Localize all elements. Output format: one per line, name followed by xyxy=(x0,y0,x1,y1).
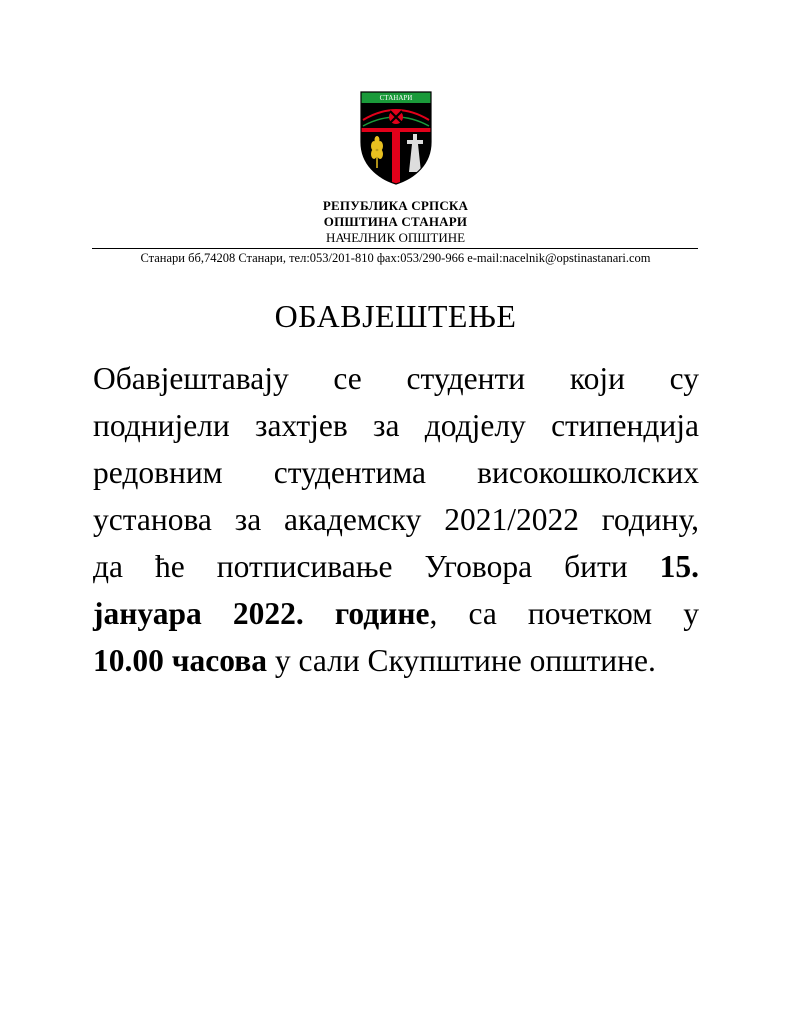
notice-body xyxy=(93,355,699,684)
crest-banner-text: СТАНАРИ xyxy=(379,94,413,102)
notice-line-5 xyxy=(93,543,699,590)
notice-title: ОБАВЈЕШТЕЊЕ xyxy=(274,298,517,334)
notice-line-4: установа за академску 2021/2022 годину, xyxy=(93,502,699,537)
notice-line-7-text: у сали Скупштине општине. xyxy=(266,643,656,678)
notice-line-3: редовним студентима високошколских xyxy=(93,455,699,490)
notice-line-2: поднијели захтјев за додјелу стипендија xyxy=(93,408,699,443)
notice-line-1: Обавјештавају се студенти који су xyxy=(93,361,699,396)
notice-line-5-text: да ће потписивање Уговора бити xyxy=(93,549,660,584)
letterhead-office: НАЧЕЛНИК ОПШТИНЕ xyxy=(325,230,466,245)
letterhead-contact: Станари бб,74208 Станари, тел:053/201-810 фах:053/290-966 e-mail:nacelnik@opstinastanari.com xyxy=(140,251,651,265)
notice-date-day: 15. xyxy=(659,549,699,584)
letterhead-municipality: ОПШТИНА СТАНАРИ xyxy=(323,214,468,229)
notice-date-rest: јануара 2022. године xyxy=(93,596,430,631)
letterhead-divider xyxy=(92,248,698,249)
notice-line-7 xyxy=(93,637,699,684)
notice-line-6 xyxy=(93,590,699,637)
notice-line-6-text: , са почетком у xyxy=(429,596,699,631)
notice-time: 10.00 часова xyxy=(93,643,267,678)
letterhead-republic: РЕПУБЛИКА СРПСКА xyxy=(322,198,469,213)
municipality-coat-of-arms xyxy=(359,90,433,186)
